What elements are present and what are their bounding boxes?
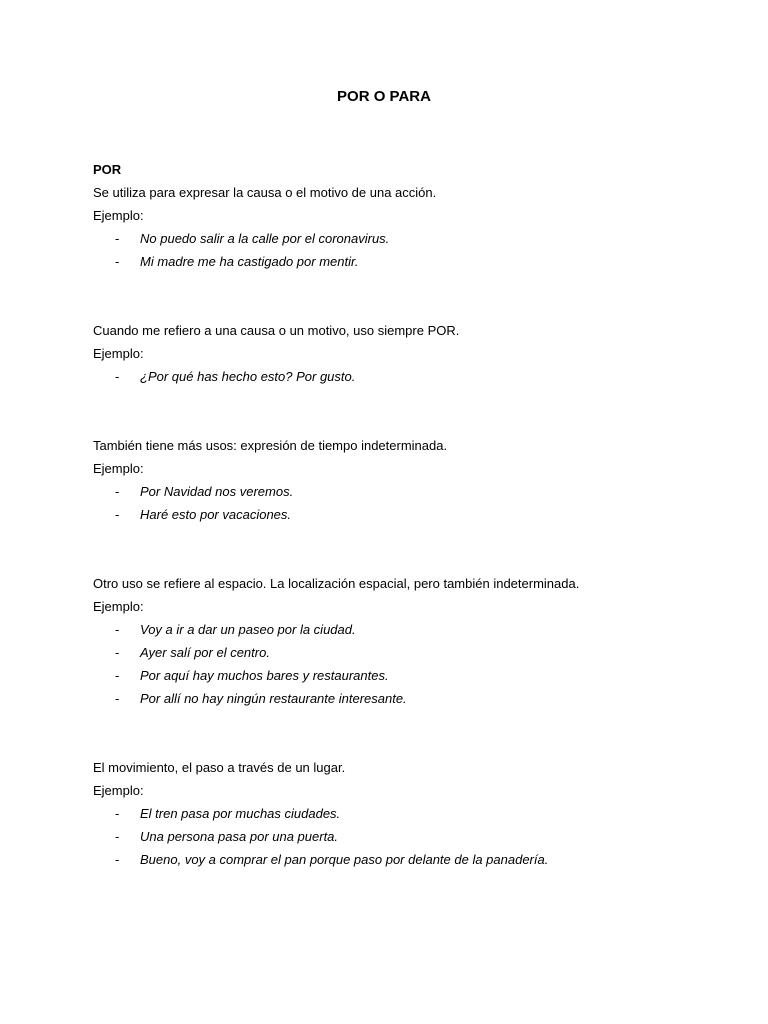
example-text: Ayer salí por el centro.	[140, 645, 270, 660]
example-list	[93, 365, 733, 388]
dash-bullet: -	[115, 369, 120, 384]
example-list	[93, 227, 733, 273]
example-text: ¿Por qué has hecho esto? Por gusto.	[140, 369, 356, 384]
section-spacer	[93, 388, 733, 434]
example-label: Ejemplo:	[93, 599, 144, 614]
example-list	[93, 802, 733, 871]
dash-bullet: -	[115, 691, 120, 706]
section-spacer	[93, 273, 733, 319]
example-item	[93, 250, 733, 273]
document-content	[93, 158, 733, 871]
dash-bullet: -	[115, 254, 120, 269]
example-item	[93, 687, 733, 710]
usage-section	[93, 572, 733, 710]
usage-section	[93, 319, 733, 388]
example-label: Ejemplo:	[93, 461, 144, 476]
usage-description: También tiene más usos: expresión de tiempo indeterminada.	[93, 438, 448, 453]
usage-description: El movimiento, el paso a través de un lugar.	[93, 760, 346, 775]
example-label: Ejemplo:	[93, 783, 144, 798]
example-text: Por allí no hay ningún restaurante interesante.	[140, 691, 407, 706]
example-text: No puedo salir a la calle por el coronavirus.	[140, 231, 390, 246]
usage-section	[93, 434, 733, 526]
section-spacer	[93, 710, 733, 756]
example-item	[93, 848, 733, 871]
example-text: Por Navidad nos veremos.	[140, 484, 294, 499]
example-item	[93, 503, 733, 526]
dash-bullet: -	[115, 645, 120, 660]
example-text: Una persona pasa por una puerta.	[140, 829, 339, 844]
example-item	[93, 641, 733, 664]
dash-bullet: -	[115, 668, 120, 683]
usage-section	[93, 181, 733, 273]
example-label: Ejemplo:	[93, 346, 144, 361]
dash-bullet: -	[115, 507, 120, 522]
example-item	[93, 227, 733, 250]
section-heading: POR	[93, 162, 122, 177]
example-text: Haré esto por vacaciones.	[140, 507, 292, 522]
usage-description: Se utiliza para expresar la causa o el motivo de una acción.	[93, 185, 437, 200]
dash-bullet: -	[115, 852, 120, 867]
example-item	[93, 480, 733, 503]
example-item	[93, 825, 733, 848]
example-text: Bueno, voy a comprar el pan porque paso por delante de la panadería.	[140, 852, 549, 867]
example-text: El tren pasa por muchas ciudades.	[140, 806, 341, 821]
dash-bullet: -	[115, 829, 120, 844]
example-label: Ejemplo:	[93, 208, 144, 223]
example-text: Por aquí hay muchos bares y restaurantes.	[140, 668, 389, 683]
example-item	[93, 365, 733, 388]
example-item	[93, 618, 733, 641]
dash-bullet: -	[115, 231, 120, 246]
dash-bullet: -	[115, 484, 120, 499]
document-title: POR O PARA	[337, 88, 431, 105]
example-text: Voy a ir a dar un paseo por la ciudad.	[140, 622, 356, 637]
example-item	[93, 802, 733, 825]
usage-description: Otro uso se refiere al espacio. La localización espacial, pero también indeterminada.	[93, 576, 580, 591]
section-spacer	[93, 526, 733, 572]
dash-bullet: -	[115, 622, 120, 637]
example-list	[93, 480, 733, 526]
example-item	[93, 664, 733, 687]
dash-bullet: -	[115, 806, 120, 821]
example-list	[93, 618, 733, 710]
usage-description: Cuando me refiero a una causa o un motivo, uso siempre POR.	[93, 323, 460, 338]
example-text: Mi madre me ha castigado por mentir.	[140, 254, 359, 269]
usage-section	[93, 756, 733, 871]
